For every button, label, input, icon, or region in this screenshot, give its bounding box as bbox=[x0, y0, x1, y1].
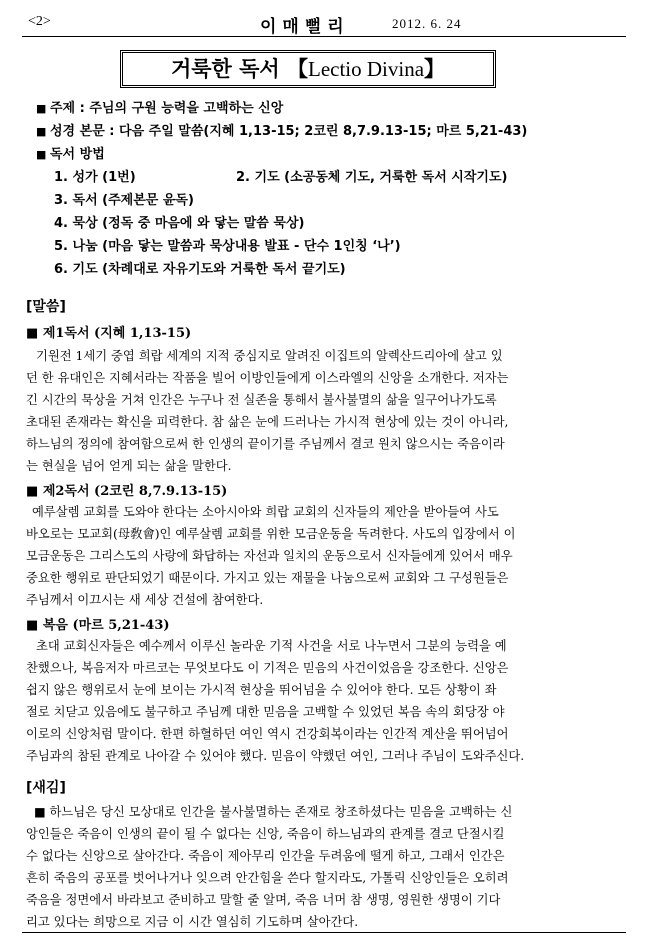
method-step: 5. 나눔 (마음 닿는 말씀과 묵상내용 발표 - 단수 1인칭 ‘나’) bbox=[54, 239, 401, 254]
outline-theme: ■ 주제 : 주님의 구원 능력을 고백하는 신앙 bbox=[36, 97, 596, 120]
reading-2-title: ■ 제2독서 (2코린 8,7.9.13-15) bbox=[26, 484, 228, 499]
newsletter-title: 이매뻘리 bbox=[260, 17, 350, 37]
outline-method: ■ 독서 방법 bbox=[36, 143, 596, 166]
square-bullet-icon: ■ bbox=[36, 102, 47, 115]
reflection-text: ■ 하느님은 당신 모상대로 인간을 불사불멸하는 존재로 창조하셨다는 믿음을 고백하는 신 앙인들은 죽음이 인생의 끝이 될 수 없다는 신앙, 죽음이 하느님과의 관계를 결코 단절시킬 수 없다는 신앙으로 살아간다. 죽음이 제아무리 인간을 두려움에 떨게 하고, 그래서 인간은 흔히 죽음의 공포를 벗어나거나 잊으려 안간힘을 쓴다 할지라도, 가톨릭 신앙인들은 오히려 죽음을 정면에서 바라보고 준비하고 말할 줄 알며, 죽음 너머 참 생명, 영원한 생명이 기다 리고 있다는 희망으로 지금 이 시간 열심히 기도하며 살아간다. bbox=[26, 805, 513, 929]
square-bullet-icon: ■ bbox=[26, 484, 43, 499]
reading-2-text: 예루살렘 교회를 도와야 한다는 소아시아와 희랍 교회의 신자들의 제안을 받아들여 사도 바오로는 모교회(母敎會)인 예루살렘 교회를 위한 모금운동을 독려한다. 사도의 입장에서 이 모금운동은 그리스도의 사랑에 화답하는 자선과 일치의 운동으로서 신자들에게 있어서 매우 중요한 행위로 판단되었기 때문이다. 가지고 있는 재물을 나눔으로써 교회와 그 구성원들은 주님께서 이끄시는 새 세상 건설에 참여한다. bbox=[26, 505, 516, 607]
gospel-title: ■ 복음 (마르 5,21-43) bbox=[26, 618, 170, 633]
square-bullet-icon: ■ bbox=[36, 125, 47, 138]
outline-scripture: ■ 성경 본문 : 다음 주일 말씀(지혜 1,13-15; 2코린 8,7.9.13-15; 마르 5,21-43) bbox=[36, 120, 596, 143]
footer-rule bbox=[22, 932, 626, 933]
header-rule bbox=[22, 36, 626, 37]
issue-date: 2012. 6. 24 bbox=[392, 16, 462, 31]
square-bullet-icon: ■ bbox=[26, 326, 43, 341]
method-step: 4. 묵상 (정독 중 마음에 와 닿는 말씀 묵상) bbox=[54, 216, 305, 231]
reading-1-title: ■ 제1독서 (지혜 1,13-15) bbox=[26, 326, 192, 341]
word-section-heading: [말씀] bbox=[26, 299, 66, 315]
reflection-heading: [새김] bbox=[26, 780, 66, 796]
outline bbox=[36, 97, 596, 281]
square-bullet-icon: ■ bbox=[36, 148, 47, 161]
square-bullet-icon: ■ bbox=[26, 618, 43, 633]
title-korean: 거룩한 독서 bbox=[170, 57, 280, 81]
title-bracket-close: 】 bbox=[424, 57, 446, 81]
page-header bbox=[22, 12, 626, 36]
method-step: 6. 기도 (차례대로 자유기도와 거룩한 독서 끝기도) bbox=[54, 262, 346, 277]
reading-1-text: 기원전 1세기 중엽 희랍 세계의 지적 중심지로 알려진 이집트의 알렉산드리아에 살고 있 던 한 유대인은 지혜서라는 작품을 빌어 이방인들에게 이스라엘의 신앙을 소개한다. 저자는 긴 시간의 묵상을 거쳐 인간은 누구나 전 실존을 통해서 불사불멸의 삶을 일구어나가도록 초대된 존재라는 확신을 피력한다. 참 삶은 눈에 드러나는 가시적 현상에 있는 것이 아니라, 하느님의 정의에 참여함으로써 한 인생의 끝이기를 주님께서 결코 원치 않으시는 죽음이라 는 현실을 넘어 얻게 되는 삶을 말한다. bbox=[26, 349, 509, 473]
page-number: <2> bbox=[28, 14, 51, 29]
method-step: 1. 성가 (1번) 2. 기도 (소공동체 기도, 거룩한 독서 시작기도) bbox=[54, 170, 508, 185]
method-step: 3. 독서 (주제본문 윤독) bbox=[54, 193, 194, 208]
title-bracket-open: 【 bbox=[287, 57, 308, 81]
title-latin: Lectio Divina bbox=[308, 57, 425, 81]
document-title bbox=[120, 50, 496, 88]
gospel-text: 초대 교회신자들은 예수께서 이루신 놀라운 기적 사건을 서로 나누면서 그분의 능력을 예 찬했으나, 복음저자 마르코는 무엇보다도 이 기적은 믿음의 사건이었음을 강조한다. 신앙은 쉽지 않은 행위로서 눈에 보이는 가시적 현상을 뛰어넘을 수 있어야 한다. 모든 상황이 좌 절로 치닫고 있음에도 불구하고 주님께 대한 믿음을 고백할 수 있었던 복음 속의 회당장 야 이로의 신앙처럼 말이다. 한편 하혈하던 여인 역시 건강회복이라는 인간적 계산을 뛰어넘어 주님과의 참된 관계로 나아갈 수 있어야 했다. 믿음이 약했던 여인, 그러나 주님이 도와주신다. bbox=[26, 639, 525, 763]
